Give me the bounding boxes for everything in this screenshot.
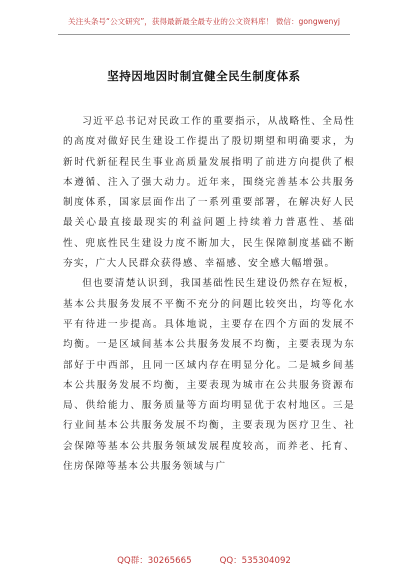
footer-qq-number: QQ：535304092 <box>219 556 291 566</box>
footer-qq-group: QQ群：30265665 <box>117 556 192 566</box>
footer-contact <box>0 554 408 566</box>
header-divider <box>58 34 350 35</box>
header-note: 关注头条号“公文研究”，获得最新最全最专业的公文资料库！ 微信：gongwenyj <box>68 17 340 26</box>
paragraph-1: 习近平总书记对民政工作的重要指示，从战略性、全局性的高度对做好民生建设工作提出了殷切期望和明确要求，为新时代新征程民生事业高质量发展指明了前进方向提供了根本遵循、注入了强大动力。近年来，围绕完善基本公共服务制度体系，国家层面作出了一系列重要部署，在解决好人民最关心最直接最现实的利益问题上持续着力普惠性、基础性、兜底性民生建设力度不断加大，民生保障制度基础不断夯实，广大人民群众获得感、幸福感、安全感大幅增强。 <box>63 116 355 270</box>
document-title: 坚持因地因时制宜健全民生制度体系 <box>107 69 301 83</box>
paragraph-2: 但也要清楚认识到，我国基础性民生建设仍然存在短板，基本公共服务发展不平衡不充分的问题比较突出，均等化水平有待进一步提高。具体地说，主要存在四个方面的发展不均衡。一是区域间基本公共服务发展不均衡，主要表现为东部好于中西部，且同一区域内存在明显分化。二是城乡间基本公共服务发展不均衡，主要表现为城市在公共服务资源布局、供给能力、服务质量等方面均明显优于农村地区。三是行业间基本公共服务发展不均衡，主要表现为医疗卫生、社会保障等基本公共服务领域发展程度较高，而养老、托育、住房保障等基本公共服务领域与广 <box>63 278 355 473</box>
document-body <box>63 112 355 477</box>
